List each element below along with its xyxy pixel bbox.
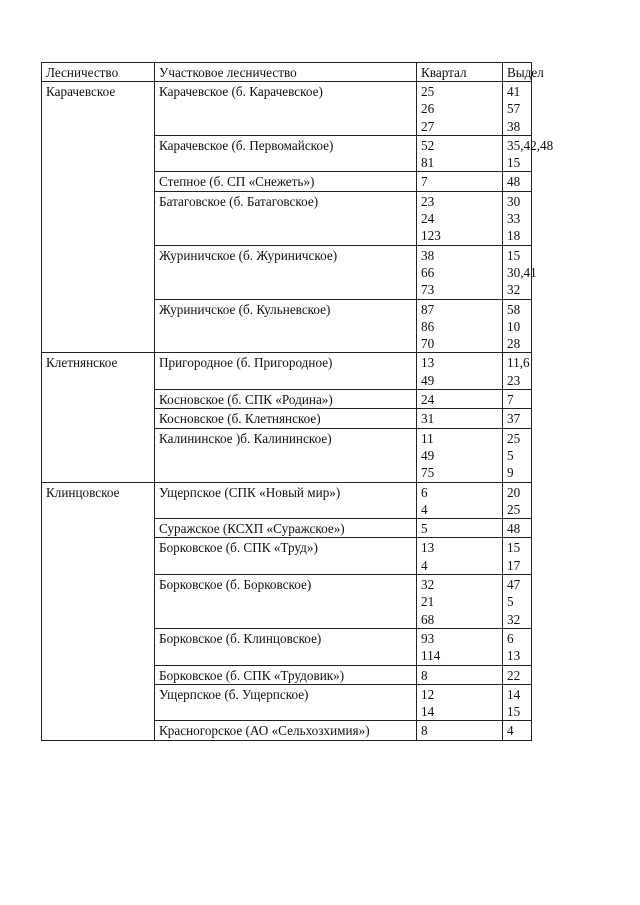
header-row bbox=[42, 63, 532, 82]
kvartal-value: 38 bbox=[421, 247, 435, 263]
kvartal-value: 24 bbox=[421, 392, 435, 408]
kvartal-value: 52 bbox=[421, 137, 435, 153]
vydel-cell bbox=[503, 665, 532, 684]
kvartal-cell bbox=[417, 390, 503, 409]
kvartal-value: 12 bbox=[421, 686, 435, 702]
vydel-value: 5 bbox=[507, 594, 514, 610]
district-name: Журиничское (б. Журиничское) bbox=[159, 247, 338, 263]
forestry-name: Карачевское bbox=[46, 84, 116, 99]
vydel-cell bbox=[503, 575, 532, 629]
kvartal-value: 75 bbox=[421, 465, 435, 481]
kvartal-value: 66 bbox=[421, 264, 435, 280]
forestry-name: Клетнянское bbox=[46, 355, 118, 371]
vydel-value: 37 bbox=[507, 411, 521, 427]
vydel-cell bbox=[503, 172, 532, 191]
kvartal-value: 26 bbox=[421, 101, 435, 117]
kvartal-value: 7 bbox=[421, 174, 428, 190]
kvartal-cell bbox=[417, 82, 503, 136]
kvartal-value: 32 bbox=[421, 577, 435, 593]
kvartal-cell bbox=[417, 519, 503, 538]
vydel-cell bbox=[503, 245, 537, 299]
district-name: Степное (б. СП «Снежеть») bbox=[159, 174, 315, 190]
kvartal-cell bbox=[417, 172, 503, 191]
kvartal-value: 114 bbox=[421, 648, 441, 664]
kvartal-value: 49 bbox=[421, 447, 435, 463]
kvartal-cell bbox=[417, 684, 503, 721]
district-name: Ущерпское (б. Ущерпское) bbox=[159, 686, 309, 702]
vydel-value: 28 bbox=[507, 336, 521, 352]
vydel-value: 11,6 bbox=[507, 355, 530, 371]
district-name: Калининское )б. Калининское) bbox=[159, 430, 332, 446]
vydel-value: 22 bbox=[507, 667, 521, 683]
forestry-cell bbox=[42, 353, 155, 482]
kvartal-value: 68 bbox=[421, 611, 435, 627]
vydel-cell bbox=[503, 82, 532, 136]
vydel-value: 15 bbox=[507, 247, 521, 263]
district-cell bbox=[155, 299, 417, 353]
vydel-value: 17 bbox=[507, 557, 521, 573]
kvartal-value: 73 bbox=[421, 282, 435, 298]
kvartal-value: 49 bbox=[421, 372, 435, 388]
district-name: Борковское (б. Борковское) bbox=[159, 577, 312, 593]
kvartal-value: 25 bbox=[421, 84, 435, 99]
district-name: Суражское (КСХП «Суражское») bbox=[159, 521, 345, 537]
kvartal-cell bbox=[417, 628, 503, 665]
district-cell bbox=[155, 409, 417, 428]
kvartal-cell bbox=[417, 721, 503, 740]
vydel-value: 33 bbox=[507, 211, 521, 227]
vydel-value: 18 bbox=[507, 228, 521, 244]
table-row bbox=[42, 82, 532, 136]
district-cell bbox=[155, 519, 417, 538]
kvartal-value: 86 bbox=[421, 318, 435, 334]
kvartal-cell bbox=[417, 575, 503, 629]
vydel-cell bbox=[503, 428, 532, 482]
vydel-value: 10 bbox=[507, 318, 521, 334]
vydel-value: 32 bbox=[507, 282, 521, 298]
header-kvartal: Квартал bbox=[417, 63, 503, 82]
kvartal-value: 11 bbox=[421, 430, 434, 446]
vydel-cell bbox=[503, 191, 532, 245]
vydel-value: 14 bbox=[507, 686, 521, 702]
forestry-name: Клинцовское bbox=[46, 484, 120, 500]
kvartal-cell bbox=[417, 245, 503, 299]
district-cell bbox=[155, 628, 417, 665]
kvartal-value: 24 bbox=[421, 211, 435, 227]
table-row bbox=[42, 482, 532, 519]
kvartal-value: 93 bbox=[421, 630, 435, 646]
kvartal-value: 8 bbox=[421, 723, 428, 739]
kvartal-value: 6 bbox=[421, 484, 428, 500]
table-row bbox=[42, 353, 532, 390]
vydel-value: 7 bbox=[507, 392, 514, 408]
district-cell bbox=[155, 135, 417, 172]
district-cell bbox=[155, 665, 417, 684]
kvartal-cell bbox=[417, 428, 503, 482]
kvartal-cell bbox=[417, 135, 503, 172]
vydel-cell bbox=[503, 538, 532, 575]
district-name: Борковское (б. СПК «Труд») bbox=[159, 540, 318, 556]
vydel-cell bbox=[503, 721, 532, 740]
forestry-cell bbox=[42, 482, 155, 740]
district-name: Ущерпское (СПК «Новый мир») bbox=[159, 484, 341, 500]
kvartal-value: 70 bbox=[421, 336, 435, 352]
vydel-value: 30,41 bbox=[507, 264, 537, 280]
kvartal-value: 123 bbox=[421, 228, 441, 244]
district-cell bbox=[155, 353, 417, 390]
vydel-value: 13 bbox=[507, 648, 521, 664]
vydel-value: 15 bbox=[507, 155, 521, 171]
district-name: Красногорское (АО «Сельхозхимия») bbox=[159, 723, 370, 739]
district-cell bbox=[155, 191, 417, 245]
vydel-value: 47 bbox=[507, 577, 521, 593]
district-cell bbox=[155, 575, 417, 629]
kvartal-value: 31 bbox=[421, 411, 435, 427]
header-forestry: Лесничество bbox=[42, 63, 155, 82]
vydel-value: 58 bbox=[507, 301, 521, 317]
kvartal-cell bbox=[417, 538, 503, 575]
vydel-value: 4 bbox=[507, 723, 514, 739]
kvartal-value: 13 bbox=[421, 540, 435, 556]
vydel-value: 9 bbox=[507, 465, 514, 481]
vydel-cell bbox=[503, 353, 532, 390]
vydel-cell bbox=[503, 390, 532, 409]
forestry-cell bbox=[42, 82, 155, 353]
vydel-value: 6 bbox=[507, 630, 514, 646]
vydel-value: 32 bbox=[507, 611, 521, 627]
kvartal-cell bbox=[417, 299, 503, 353]
district-name: Борковское (б. СПК «Трудовик») bbox=[159, 667, 345, 683]
kvartal-cell bbox=[417, 409, 503, 428]
vydel-cell bbox=[503, 519, 532, 538]
district-cell bbox=[155, 245, 417, 299]
district-name: Журиничское (б. Кульневское) bbox=[159, 301, 331, 317]
vydel-value: 30 bbox=[507, 193, 521, 209]
kvartal-cell bbox=[417, 482, 503, 519]
district-name: Карачевское (б. Карачевское) bbox=[159, 84, 323, 99]
vydel-value: 15 bbox=[507, 704, 521, 720]
district-cell bbox=[155, 684, 417, 721]
district-cell bbox=[155, 721, 417, 740]
kvartal-value: 14 bbox=[421, 704, 435, 720]
kvartal-value: 4 bbox=[421, 557, 428, 573]
vydel-value: 48 bbox=[507, 521, 521, 537]
district-cell bbox=[155, 390, 417, 409]
vydel-value: 25 bbox=[507, 501, 521, 517]
district-cell bbox=[155, 538, 417, 575]
kvartal-value: 81 bbox=[421, 155, 435, 171]
kvartal-value: 13 bbox=[421, 355, 435, 371]
header-district: Участковое лесничество bbox=[155, 63, 417, 82]
kvartal-value: 21 bbox=[421, 594, 435, 610]
district-name: Пригородное (б. Пригородное) bbox=[159, 355, 333, 371]
district-name: Борковское (б. Клинцовское) bbox=[159, 630, 322, 646]
kvartal-value: 23 bbox=[421, 193, 435, 209]
district-name: Косновское (б. Клетнянское) bbox=[159, 411, 321, 427]
vydel-value: 41 bbox=[507, 84, 521, 99]
vydel-value: 48 bbox=[507, 174, 521, 190]
vydel-value: 5 bbox=[507, 447, 514, 463]
vydel-value: 23 bbox=[507, 372, 521, 388]
header-vydel: Выдел bbox=[503, 63, 532, 82]
vydel-cell bbox=[503, 628, 532, 665]
district-cell bbox=[155, 172, 417, 191]
kvartal-value: 5 bbox=[421, 521, 428, 537]
kvartal-value: 8 bbox=[421, 667, 428, 683]
district-name: Батаговское (б. Батаговское) bbox=[159, 193, 319, 209]
vydel-cell bbox=[503, 135, 554, 172]
kvartal-cell bbox=[417, 665, 503, 684]
vydel-cell bbox=[503, 482, 532, 519]
vydel-cell bbox=[503, 684, 532, 721]
district-cell bbox=[155, 482, 417, 519]
district-cell bbox=[155, 428, 417, 482]
vydel-value: 20 bbox=[507, 484, 521, 500]
kvartal-value: 87 bbox=[421, 301, 435, 317]
kvartal-value: 27 bbox=[421, 118, 435, 134]
forestry-table bbox=[41, 62, 554, 741]
table-body bbox=[42, 82, 554, 741]
vydel-cell bbox=[503, 299, 532, 353]
vydel-value: 25 bbox=[507, 430, 521, 446]
vydel-value: 38 bbox=[507, 118, 521, 134]
vydel-value: 15 bbox=[507, 540, 521, 556]
vydel-value: 35,42,48 bbox=[507, 137, 554, 153]
kvartal-cell bbox=[417, 191, 503, 245]
district-cell bbox=[155, 82, 417, 136]
district-name: Карачевское (б. Первомайское) bbox=[159, 137, 334, 153]
vydel-cell bbox=[503, 409, 532, 428]
kvartal-cell bbox=[417, 353, 503, 390]
kvartal-value: 4 bbox=[421, 501, 428, 517]
vydel-value: 57 bbox=[507, 101, 521, 117]
district-name: Косновское (б. СПК «Родина») bbox=[159, 392, 333, 408]
